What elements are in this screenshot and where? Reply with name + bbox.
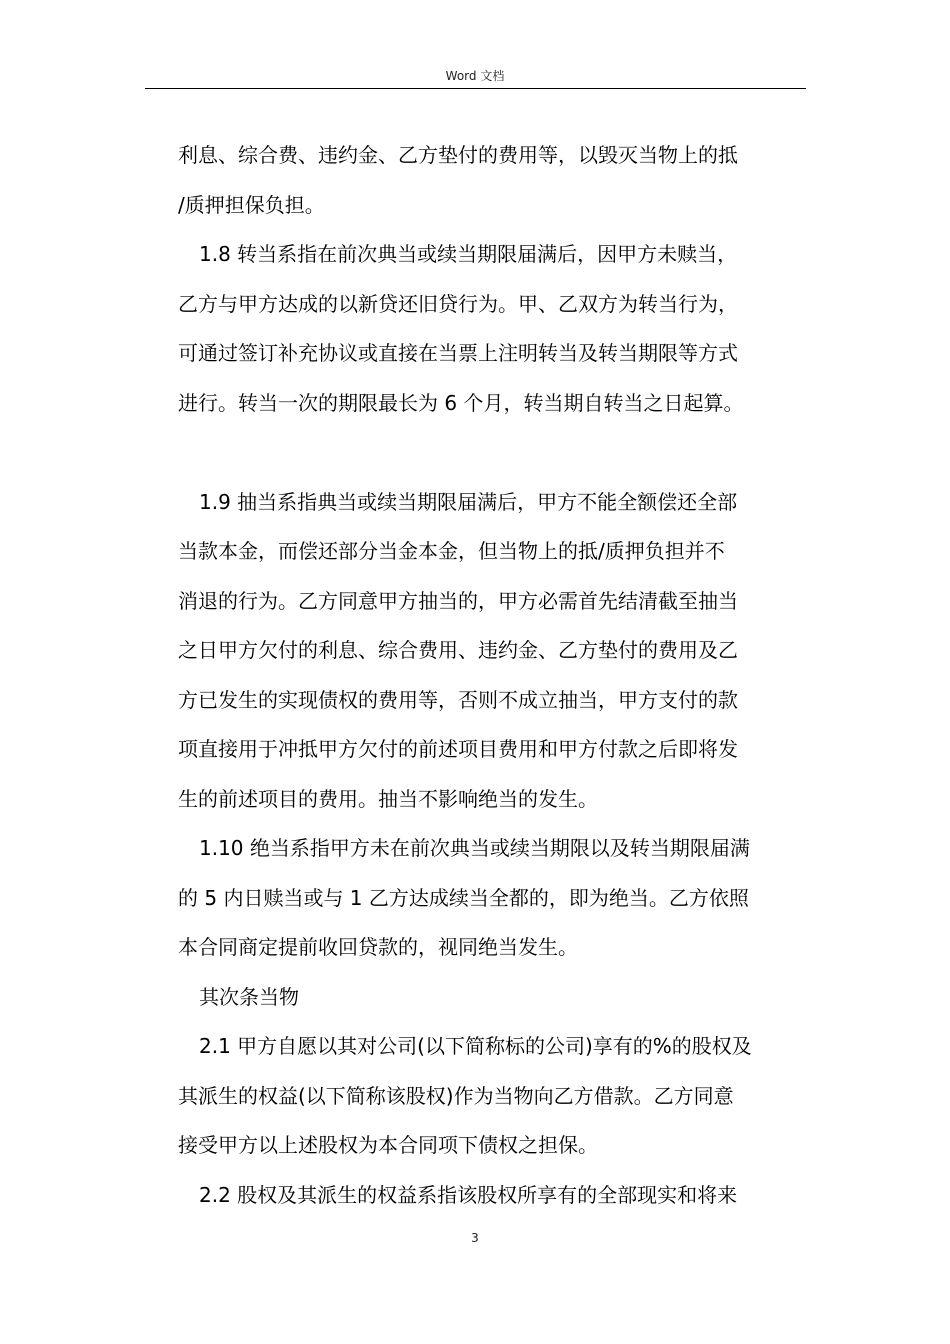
text-line: 1.10 绝当系指甲方未在前次典当或续当期限以及转当期限届满: [199, 836, 750, 860]
text-line: 当款本金，而偿还部分当金本金，但当物上的抵/质押负担并不: [178, 539, 725, 563]
page-header: [145, 68, 805, 88]
page-number-value: 3: [471, 1231, 479, 1245]
section-title: 其次条当物: [199, 984, 299, 1009]
paragraph-1-8-transfer-pawn: [178, 230, 808, 428]
text-line: /质押担保负担。: [178, 192, 325, 217]
text-line: 的 5 内日赎当或与 1 乙方达成续当全都的，即为绝当。乙方依照: [178, 885, 749, 910]
header-title: Word 文档: [445, 69, 505, 83]
header-divider: [145, 88, 806, 89]
text-line: 之日甲方欠付的利息、综合费用、违约金、乙方垫付的费用及乙: [178, 638, 738, 662]
text-line: 2.2 股权及其派生的权益系指该股权所享有的全部现实和将来: [199, 1182, 738, 1207]
text-line: 可通过签订补充协议或直接在当票上注明转当及转当期限等方式: [178, 341, 738, 365]
paragraph-2-2-equity-rights: [178, 1171, 808, 1221]
text-line: 方已发生的实现债权的费用等，否则不成立抽当，甲方支付的款: [178, 687, 738, 712]
paragraph-2-1-pledged-equity: [178, 1022, 808, 1171]
text-line: 接受甲方以上述股权为本合同项下债权之担保。: [178, 1133, 598, 1157]
paragraph-spacer: [178, 428, 808, 478]
text-line: 进行。转当一次的期限最长为 6 个月，转当期自转当之日起算。: [178, 390, 744, 415]
text-line: 生的前述项目的费用。抽当不影响绝当的发生。: [178, 786, 598, 811]
text-line: 利息、综合费、违约金、乙方垫付的费用等，以毁灭当物上的抵: [178, 143, 738, 167]
text-line: 2.1 甲方自愿以其对公司(以下简称标的公司)享有的%的股权及: [199, 1034, 752, 1058]
text-line: 消退的行为。乙方同意甲方抽当的，甲方必需首先结清截至抽当: [178, 588, 738, 613]
paragraph-1-10-forfeit: [178, 824, 808, 973]
text-line: 1.9 抽当系指典当或续当期限届满后，甲方不能全额偿还全部: [199, 489, 738, 514]
text-line: 本合同商定提前收回贷款的，视同绝当发生。: [178, 935, 578, 959]
page-number: [145, 1230, 805, 1246]
text-line: 其派生的权益(以下简称该股权)作为当物向乙方借款。乙方同意: [178, 1083, 734, 1108]
section-heading-article-2: [178, 973, 808, 1023]
paragraph-1-9-partial-redemption: [178, 478, 808, 825]
text-line: 1.8 转当系指在前次典当或续当期限届满后，因甲方未赎当，: [199, 242, 738, 266]
text-line: 项直接用于冲抵甲方欠付的前述项目费用和甲方付款之后即将发: [178, 737, 738, 761]
document-body: [178, 131, 808, 1220]
paragraph-1-continuation: [178, 131, 808, 230]
text-line: 乙方与甲方达成的以新贷还旧贷行为。甲、乙双方为转当行为，: [178, 291, 738, 316]
